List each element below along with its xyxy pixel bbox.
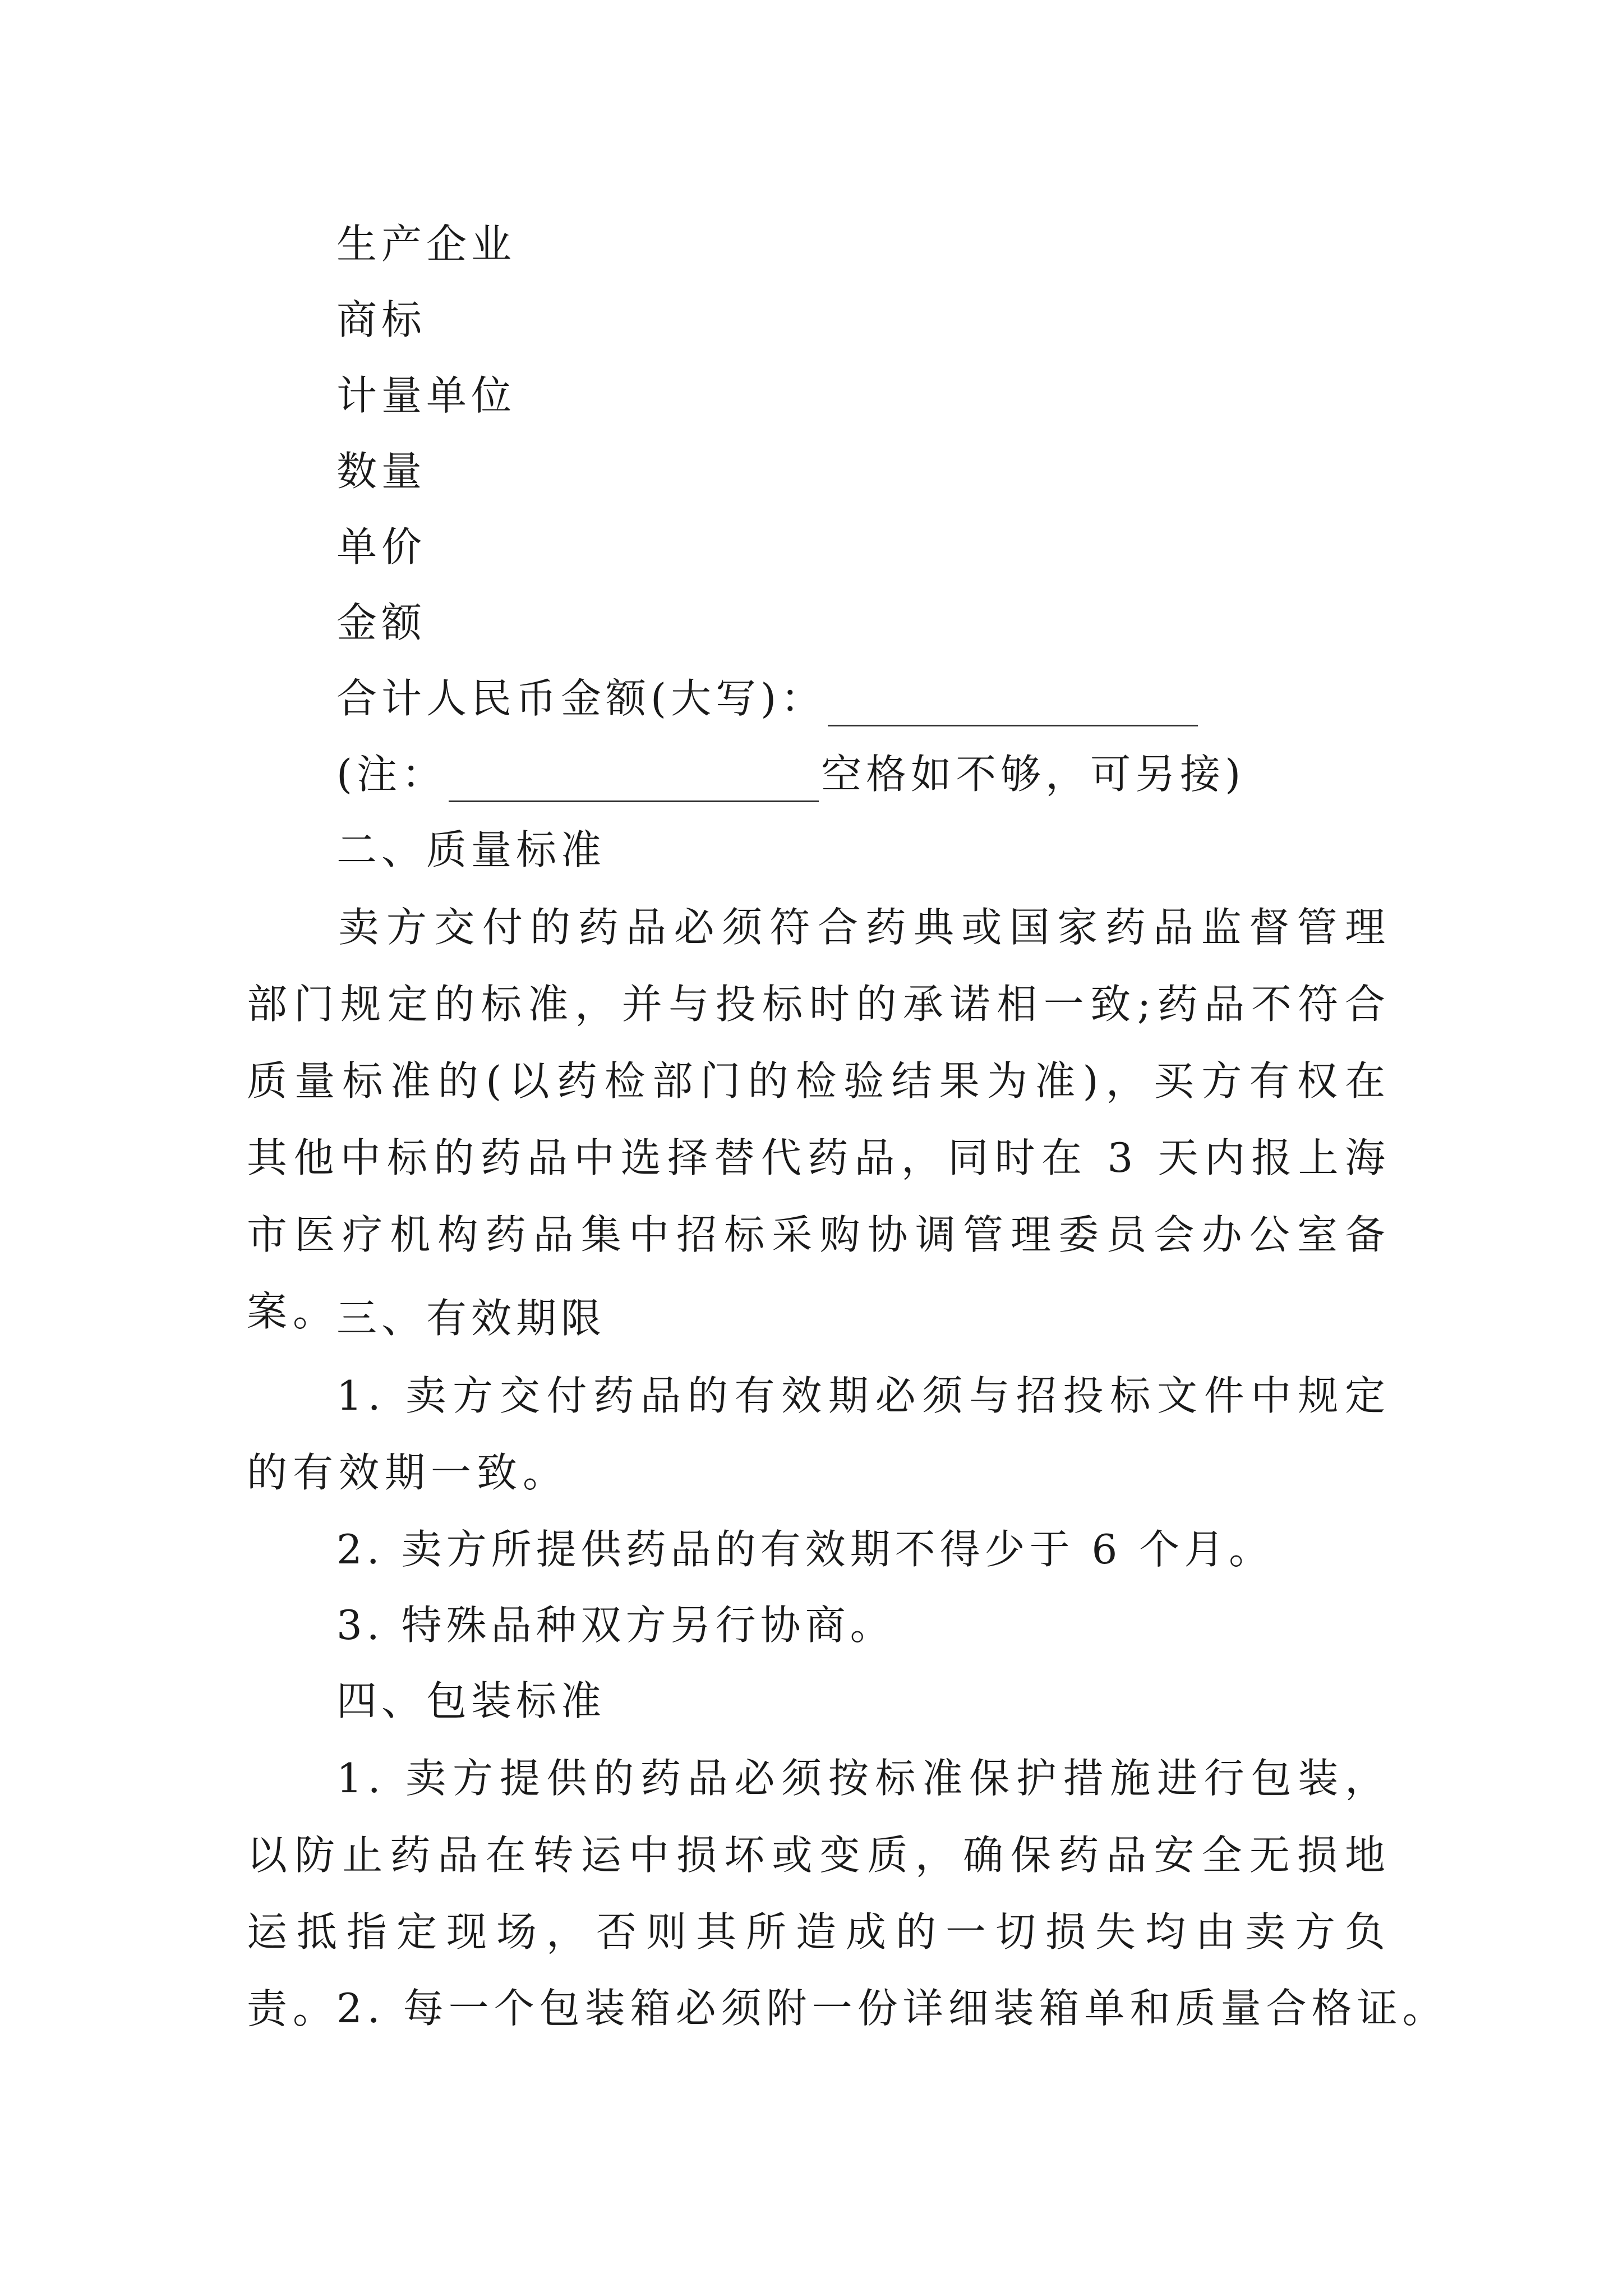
- note-line: [336, 746, 1486, 802]
- total-amount-line: [336, 670, 1486, 726]
- section-2-body: [247, 889, 1391, 1350]
- note-blank[interactable]: [449, 761, 819, 802]
- section-2-text: 卖方交付的药品必须符合药典或国家药品监督管理部门规定的标准，并与投标时的承诺相一致;药品不符合质量标准的(以药检部门的检验结果为准)，买方有权在其他中标的药品中选择替代药品，同时在 3 天内报上海市医疗机构药品集中招标采购协调管理委员会办公室备案。: [247, 904, 1391, 1335]
- section-2-heading: 二、质量标准: [336, 826, 606, 873]
- field-unit-price: 单价: [336, 523, 427, 570]
- section-4-item-2: 2. 每一个包装箱必须附一份详细装箱单和质量合格证。: [336, 1985, 1448, 2032]
- total-amount-blank[interactable]: [828, 685, 1198, 726]
- field-unit: 计量单位: [336, 372, 517, 419]
- field-amount: 金额: [336, 599, 427, 646]
- section-3-item-3: 3. 特殊品种双方另行协商。: [336, 1602, 895, 1649]
- section-3-item-2: 2. 卖方所提供药品的有效期不得少于 6 个月。: [336, 1526, 1274, 1573]
- section-3-heading: 三、有效期限: [336, 1295, 606, 1342]
- section-3-item-1-text: 1. 卖方交付药品的有效期必须与招投标文件中规定的有效期一致。: [247, 1372, 1391, 1496]
- total-amount-label: 合计人民币金额(大写)：: [336, 675, 826, 722]
- section-4-item-1-text: 1. 卖方提供的药品必须按标准保护措施进行包装，以防止药品在转运中损坏或变质，确保药品安全无损地运抵指定现场，否则其所造成的一切损失均由卖方负责。: [247, 1755, 1391, 2032]
- note-suffix: 空格如不够，可另接): [821, 751, 1246, 798]
- section-3-item-1: [247, 1358, 1391, 1511]
- note-prefix: (注：: [336, 751, 447, 798]
- section-4-heading: 四、包装标准: [336, 1677, 606, 1724]
- field-trademark: 商标: [336, 296, 427, 343]
- field-producer: 生产企业: [336, 220, 517, 268]
- field-quantity: 数量: [336, 448, 427, 495]
